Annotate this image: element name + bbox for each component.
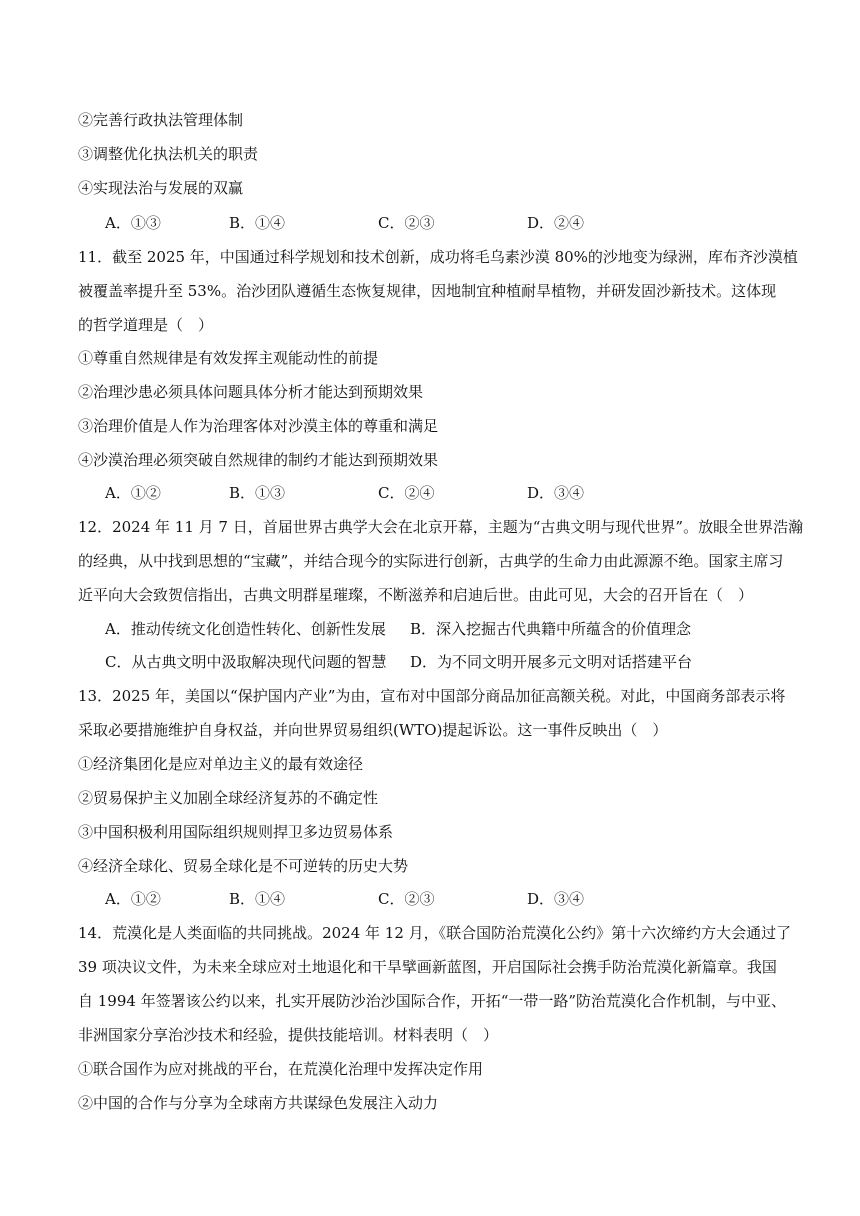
q11-stem-line-1: 11．截至 2025 年，中国通过科学规划和技术创新，成功将毛乌素沙漠 80%的沙地变为绿洲，库布齐沙漠植 (78, 248, 798, 266)
q10-option-a: A．①③ (105, 214, 161, 232)
q12-stem-line-1: 12．2024 年 11 月 7 日，首届世界古典学大会在北京开幕，主题为“古典文明与现代世界”。放眼全世界浩瀚 (78, 518, 804, 536)
q10-option-c: C．②③ (378, 214, 435, 232)
q12-option-c: C．从古典文明中汲取解决现代问题的智慧 (105, 653, 387, 671)
q11-item-2: ②治理沙患必须具体问题具体分析才能达到预期效果 (78, 383, 424, 401)
q13-option-d: D．③④ (527, 890, 585, 908)
q13-option-a: A．①② (105, 890, 161, 908)
q12-stem-line-2: 的经典，从中找到思想的“宝藏”，并结合现今的实际进行创新，古典学的生命力由此源源不绝。国家主席习 (78, 552, 784, 570)
q14-item-2: ②中国的合作与分享为全球南方共谋绿色发展注入动力 (78, 1094, 439, 1112)
q11-option-c: C．②④ (378, 484, 435, 502)
q13-stem-line-2: 采取必要措施维护自身权益，并向世界贸易组织(WTO)提起诉讼。这一事件反映出（ ） (78, 721, 668, 739)
q11-option-b: B．①③ (229, 484, 286, 502)
q14-item-1: ①联合国作为应对挑战的平台，在荒漠化治理中发挥决定作用 (78, 1060, 484, 1078)
q12-stem-line-3: 近平向大会致贺信指出，古典文明群星璀璨，不断滋养和启迪后世。由此可见，大会的召开旨在（ ） (78, 586, 754, 604)
q13-option-c: C．②③ (378, 890, 435, 908)
q10-item-2: ②完善行政执法管理体制 (78, 111, 244, 129)
q11-stem-line-2: 被覆盖率提升至 53%。治沙团队遵循生态恢复规律，因地制宜种植耐旱植物，并研发固沙新技术。这体现 (78, 282, 777, 300)
q12-option-b: B．深入挖掘古代典籍中所蕴含的价值理念 (410, 620, 692, 638)
q11-option-a: A．①② (105, 484, 161, 502)
q13-stem-line-1: 13．2025 年，美国以“保护国内产业”为由，宣布对中国部分商品加征高额关税。对此，中国商务部表示将 (78, 687, 786, 705)
q14-stem-line-2: 39 项决议文件，为未来全球应对土地退化和干旱擘画新蓝图，开启国际社会携手防治荒漠化新篇章。我国 (78, 958, 777, 976)
q13-item-4: ④经济全球化、贸易全球化是不可逆转的历史大势 (78, 857, 409, 875)
q13-item-1: ①经济集团化是应对单边主义的最有效途径 (78, 755, 364, 773)
q13-item-2: ②贸易保护主义加剧全球经济复苏的不确定性 (78, 789, 379, 807)
q12-option-d: D．为不同文明开展多元文明对话搭建平台 (410, 653, 693, 671)
q10-item-3: ③调整优化执法机关的职责 (78, 145, 259, 163)
q11-option-d: D．③④ (527, 484, 585, 502)
q10-option-b: B．①④ (229, 214, 286, 232)
q14-stem-line-4: 非洲国家分享治沙技术和经验，提供技能培训。材料表明（ ） (78, 1026, 499, 1044)
q11-stem-line-3: 的哲学道理是（ ） (78, 316, 214, 334)
q11-item-1: ①尊重自然规律是有效发挥主观能动性的前提 (78, 349, 379, 367)
q11-item-4: ④沙漠治理必须突破自然规律的制约才能达到预期效果 (78, 451, 439, 469)
q10-item-4: ④实现法治与发展的双赢 (78, 179, 244, 197)
q13-item-3: ③中国积极利用国际组织规则捍卫多边贸易体系 (78, 823, 394, 841)
q14-stem-line-3: 自 1994 年签署该公约以来，扎实开展防沙治沙国际合作，开拓“一带一路”防治荒漠化合作机制，与中亚、 (78, 992, 787, 1010)
q14-stem-line-1: 14．荒漠化是人类面临的共同挑战。2024 年 12 月，《联合国防治荒漠化公约》第十六次缔约方大会通过了 (78, 924, 792, 942)
q13-option-b: B．①④ (229, 890, 286, 908)
q11-item-3: ③治理价值是人作为治理客体对沙漠主体的尊重和满足 (78, 417, 439, 435)
q10-option-d: D．②④ (527, 214, 585, 232)
q12-option-a: A．推动传统文化创造性转化、创新性发展 (105, 620, 386, 638)
